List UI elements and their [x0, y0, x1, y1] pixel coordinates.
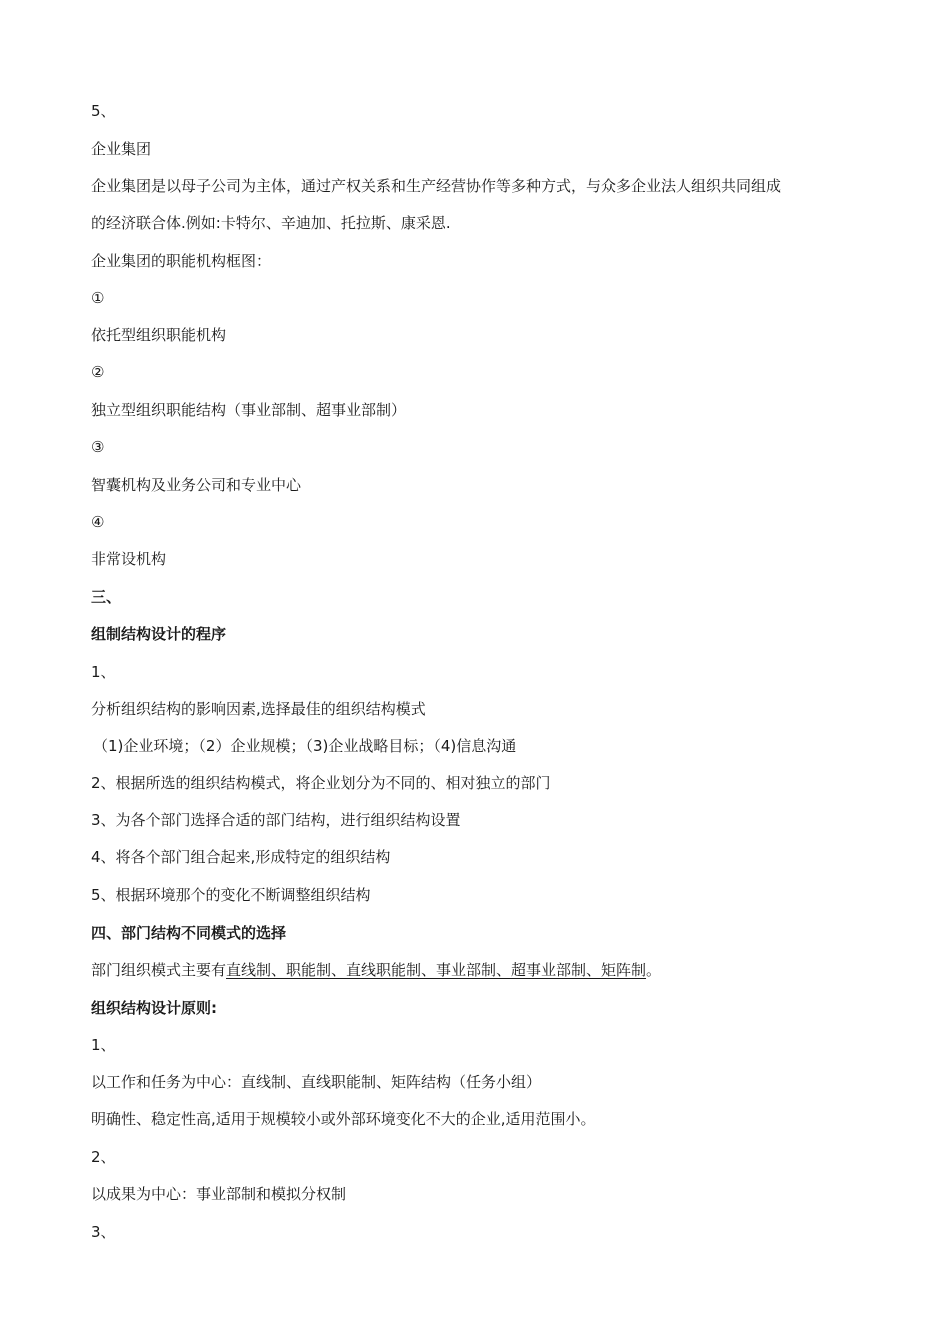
paragraph: 企业集团的职能机构框图：: [91, 252, 272, 270]
list-number: 5、: [91, 102, 116, 120]
list-item: 3、为各个部门选择合适的部门结构，进行组织结构设置: [91, 811, 461, 829]
paragraph: 分析组织结构的影响因素,选择最佳的组织结构模式: [91, 700, 426, 718]
paragraph-prefix: 部门组织模式主要有: [91, 961, 227, 979]
list-marker: ②: [91, 363, 105, 381]
section-heading: 组织结构设计原则:: [91, 999, 217, 1017]
paragraph: [91, 959, 891, 981]
paragraph: （1)企业环境；（2）企业规模；（3)企业战略目标；（4)信息沟通: [93, 737, 517, 755]
underlined-term-list: 直线制、职能制、直线职能制、事业部制、超事业部制、矩阵制: [226, 961, 647, 979]
list-item: 5、根据环境那个的变化不断调整组织结构: [91, 886, 371, 904]
list-marker: ④: [91, 513, 105, 531]
list-number: 1、: [91, 663, 116, 681]
list-marker: ③: [91, 438, 105, 456]
list-item: 非常设机构: [91, 550, 167, 568]
list-item: 独立型组织职能结构（事业部制、超事业部制）: [91, 401, 407, 419]
paragraph: 以成果为中心：事业部制和模拟分权制: [91, 1185, 347, 1203]
section-number: 三、: [91, 588, 122, 606]
section-heading: 企业集团: [91, 140, 152, 158]
paragraph: 企业集团是以母子公司为主体，通过产权关系和生产经营协作等多种方式，与众多企业法人组织共同组成: [91, 177, 782, 195]
list-item: 智囊机构及业务公司和专业中心: [91, 476, 302, 494]
list-item: 2、根据所选的组织结构模式，将企业划分为不同的、相对独立的部门: [91, 774, 551, 792]
list-marker: ①: [91, 289, 105, 307]
paragraph: 的经济联合体.例如:卡特尔、辛迪加、托拉斯、康采恩.: [91, 214, 451, 232]
section-heading: 四、部门结构不同模式的选择: [91, 924, 287, 942]
list-number: 2、: [91, 1148, 116, 1166]
list-number: 3、: [91, 1223, 116, 1241]
list-item: 4、将各个部门组合起来,形成特定的组织结构: [91, 848, 391, 866]
list-item: 依托型组织职能机构: [91, 326, 227, 344]
paragraph-suffix: 。: [646, 961, 662, 979]
paragraph: 明确性、稳定性高,适用于规模较小或外部环境变化不大的企业,适用范围小。: [91, 1110, 596, 1128]
paragraph: 以工作和任务为中心：直线制、直线职能制、矩阵结构（任务小组）: [91, 1073, 542, 1091]
list-number: 1、: [91, 1036, 116, 1054]
section-heading: 组制结构设计的程序: [91, 625, 227, 643]
